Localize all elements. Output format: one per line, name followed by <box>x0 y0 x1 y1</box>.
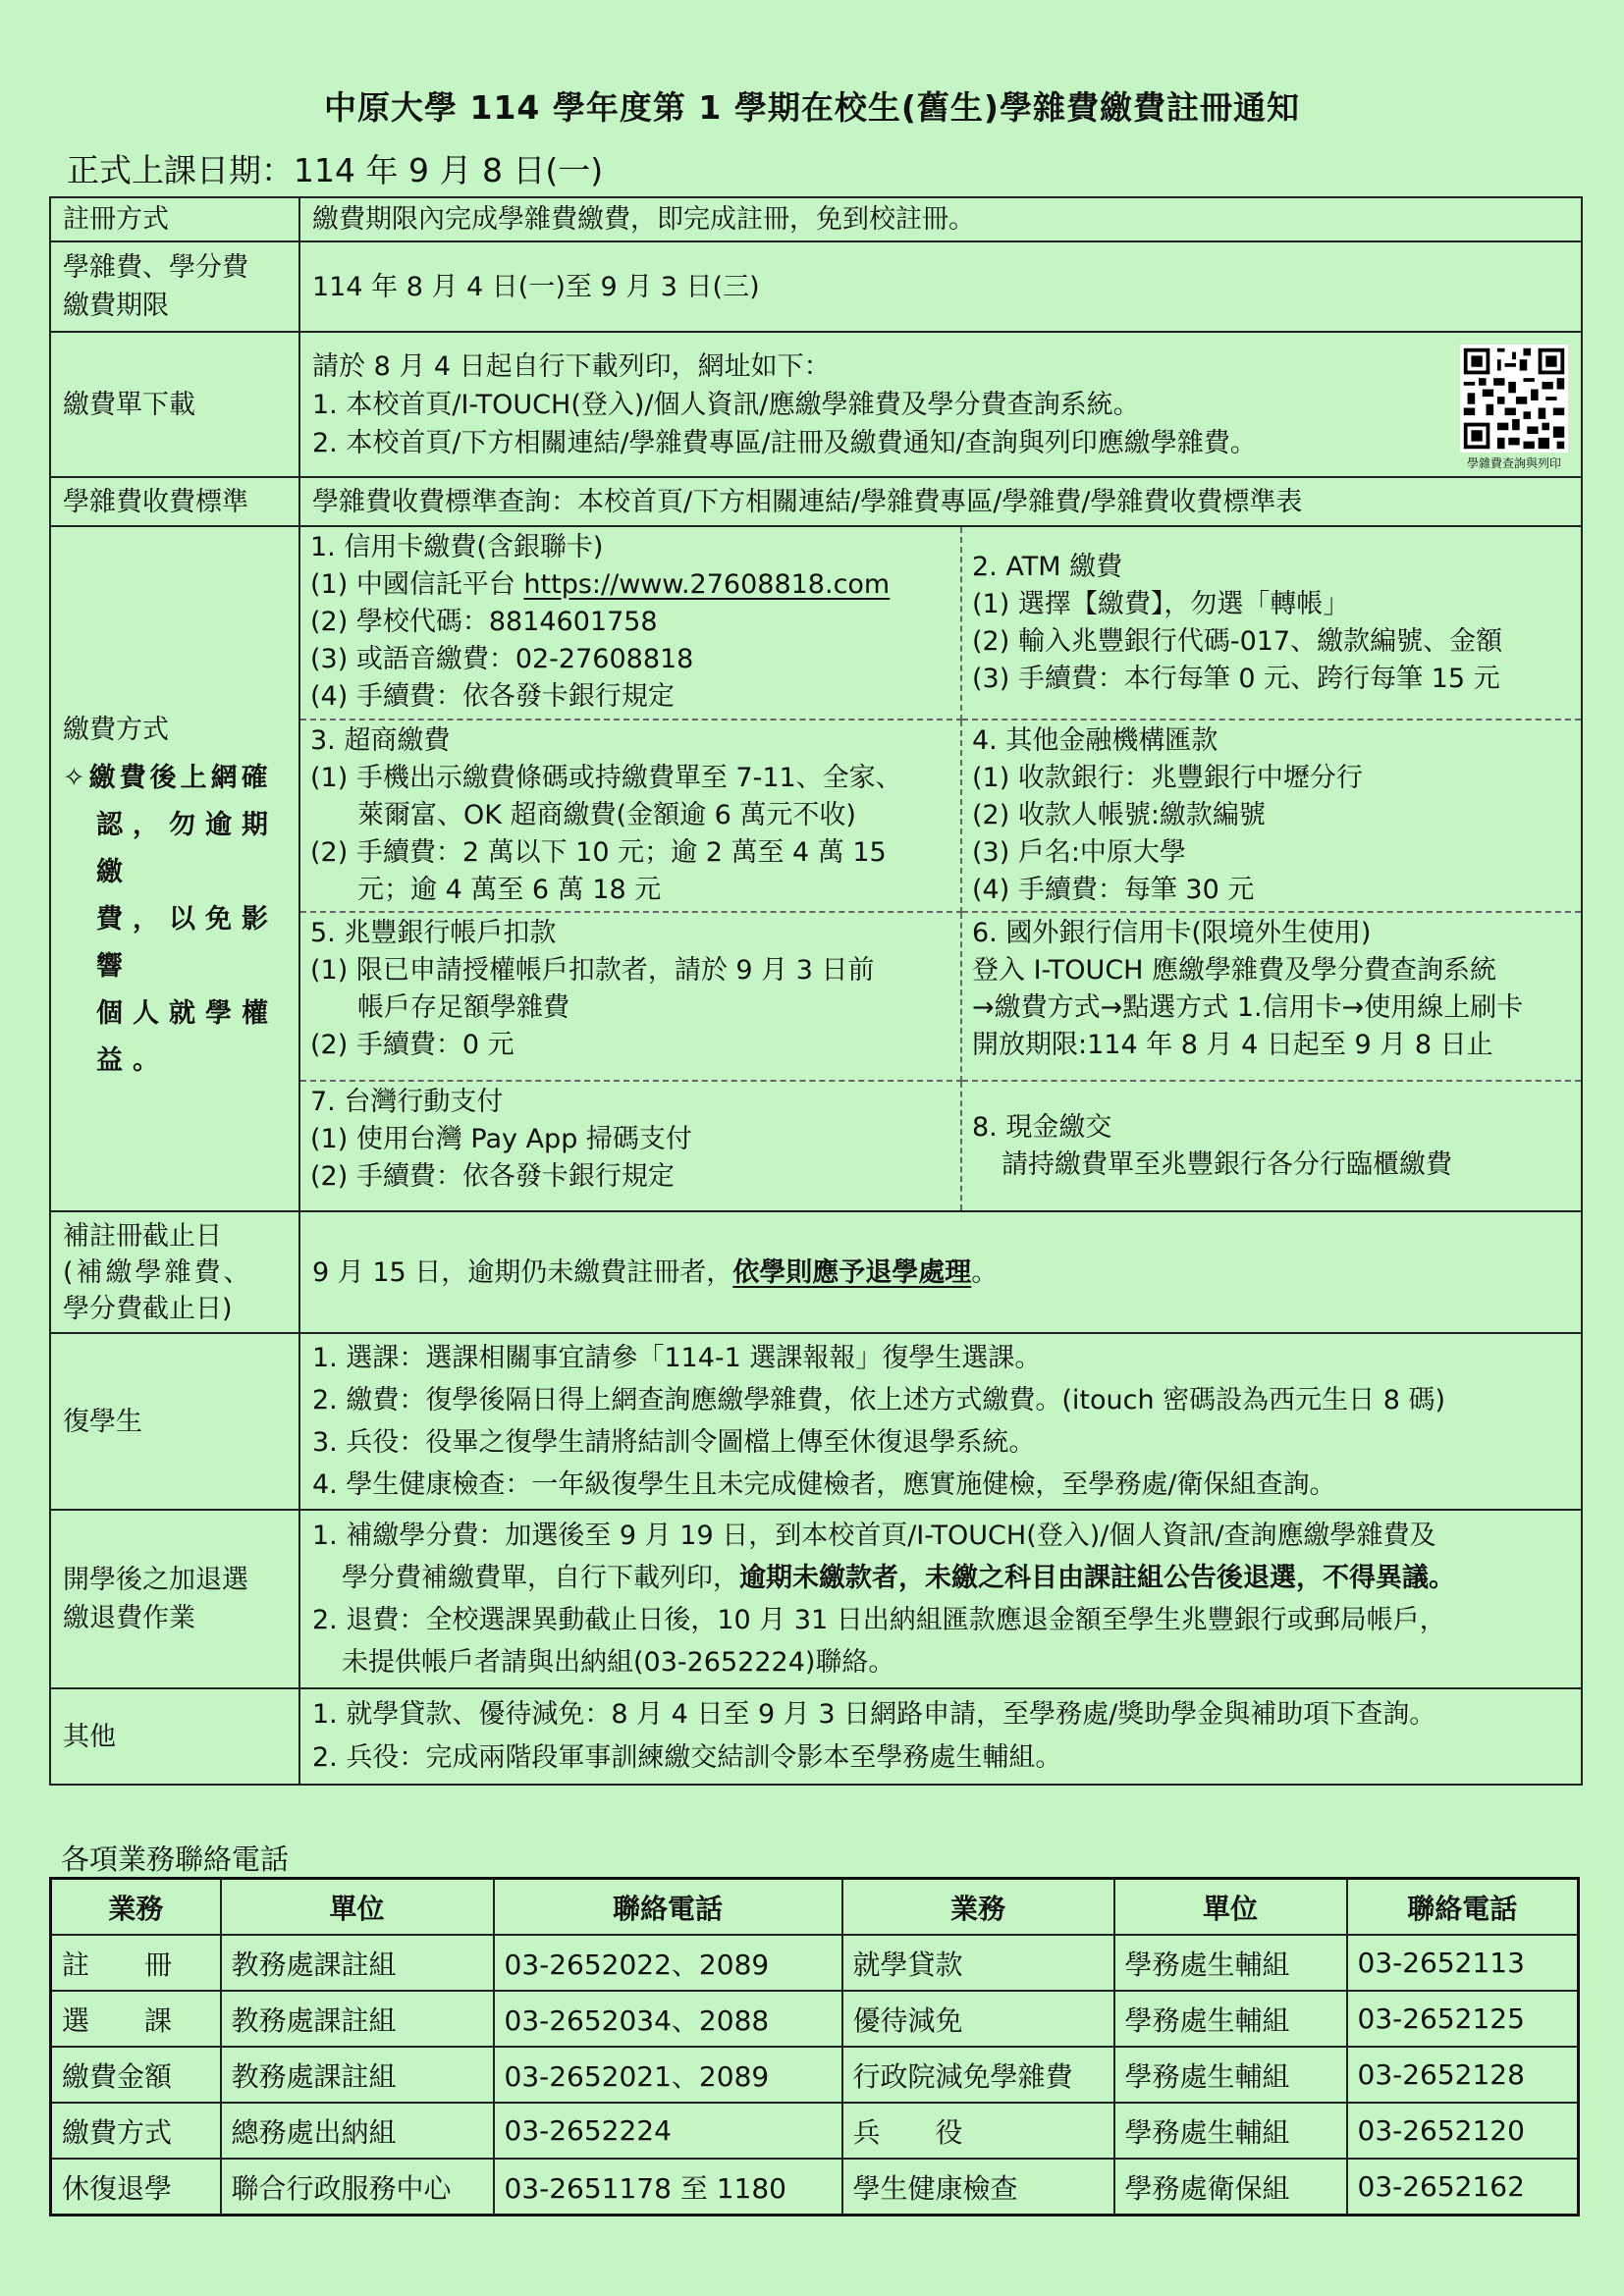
deadline-label <box>50 241 299 332</box>
late-text <box>299 1211 1582 1333</box>
method-4-line-3: (3) 戶名:中原大學 <box>972 837 1186 868</box>
adddrop-label <box>50 1510 299 1688</box>
contact-business-cell: 繳費方式 <box>51 2103 221 2159</box>
download-content <box>299 332 1582 477</box>
method-1-line-3: (3) 或語音繳費：02-27608818 <box>310 644 694 674</box>
standard-text: 學雜費收費標準查詢：本校首頁/下方相關連結/學雜費專區/學雜費/學雜費收費標準表 <box>299 477 1582 526</box>
adddrop-line-2 <box>312 1557 1569 1599</box>
method-3-line-2: (2) 手續費：2 萬以下 10 元；逾 2 萬至 4 萬 15 <box>310 837 887 868</box>
method-1-line-2: (2) 學校代碼：8814601758 <box>310 607 658 637</box>
contact-business-cell: 就學貸款 <box>842 1935 1114 1991</box>
resume-content <box>299 1333 1582 1510</box>
deadline-text: 114 年 8 月 4 日(一)至 9 月 3 日(三) <box>299 241 1582 332</box>
contact-phone-cell: 03-2652224 <box>494 2103 842 2159</box>
contact-business-cell: 選 課 <box>51 1991 221 2047</box>
method-5-line-1: (1) 限已申請授權帳戶扣款者，請於 9 月 3 日前 <box>310 955 875 986</box>
method-3-line-1b: 萊爾富、OK 超商繳費(金額逾 6 萬元不收) <box>357 800 856 830</box>
payment-notice <box>63 755 287 1085</box>
method-convenience-store <box>300 720 961 912</box>
method-2-line-1: (1) 選擇【繳費】，勿選「轉帳」 <box>972 588 1350 619</box>
adddrop-line-1: 1. 補繳學分費：加選後至 9 月 19 日，到本校首頁/I-TOUCH(登入)/個人資訊/查詢應繳學雜費及 <box>312 1521 1436 1551</box>
payment-label: 繳費方式 <box>63 714 169 745</box>
method-taiwan-pay <box>300 1081 961 1210</box>
row-payment <box>50 526 1582 1211</box>
register-label: 註冊方式 <box>50 197 299 241</box>
contact-phone-cell: 03-2652021、2089 <box>494 2047 842 2103</box>
payment-label-cell <box>50 526 299 1211</box>
method-1-line-4: (4) 手續費：依各發卡銀行規定 <box>310 681 675 712</box>
registration-info-table <box>49 196 1583 1786</box>
row-other <box>50 1688 1582 1785</box>
row-add-drop <box>50 1510 1582 1688</box>
header-phone-1: 聯絡電話 <box>494 1879 842 1936</box>
method-atm <box>961 527 1581 720</box>
method-7-title: 7. 台灣行動支付 <box>310 1087 504 1117</box>
row-late-registration <box>50 1211 1582 1333</box>
register-text: 繳費期限內完成學雜費繳費，即完成註冊，免到校註冊。 <box>299 197 1582 241</box>
resume-label: 復學生 <box>50 1333 299 1510</box>
late-label-line-2: (補繳學雜費、 <box>63 1256 253 1288</box>
method-4-title: 4. 其他金融機構匯款 <box>972 725 1218 756</box>
late-label-line-3: 學分費截止日) <box>63 1293 233 1324</box>
notice-line-4: 個人就學權 <box>96 997 278 1029</box>
method-4-line-1: (1) 收款銀行：兆豐銀行中壢分行 <box>972 763 1363 793</box>
method-8-title: 8. 現金繳交 <box>972 1111 1112 1143</box>
contact-row <box>51 1991 1579 2047</box>
method-3-line-2b: 元；逾 4 萬至 6 萬 18 元 <box>357 875 662 905</box>
contact-phone-cell: 03-2652113 <box>1347 1935 1579 1991</box>
contact-unit-cell: 聯合行政服務中心 <box>221 2159 494 2216</box>
contacts-body <box>51 1935 1579 2216</box>
notice-line-3: 費，以免影響 <box>96 903 278 982</box>
contact-row <box>51 2103 1579 2159</box>
method-6-line-1: 登入 I-TOUCH 應繳學雜費及學分費查詢系統 <box>972 955 1497 986</box>
contact-phone-cell: 03-2651178 至 1180 <box>494 2159 842 2216</box>
contact-phone-cell: 03-2652128 <box>1347 2047 1579 2103</box>
late-label-line-1: 補註冊截止日 <box>63 1220 222 1252</box>
contact-phone-cell: 03-2652034、2088 <box>494 1991 842 2047</box>
contact-business-cell: 繳費金額 <box>51 2047 221 2103</box>
method-other-bank <box>961 720 1581 912</box>
adddrop-label-line-2: 繳退費作業 <box>63 1603 195 1633</box>
method-7-line-2: (2) 手續費：依各發卡銀行規定 <box>310 1161 675 1192</box>
contact-business-cell: 行政院減免學雜費 <box>842 2047 1114 2103</box>
header-business-1: 業務 <box>51 1879 221 1936</box>
method-3-line-1: (1) 手機出示繳費條碼或持繳費單至 7-11、全家、 <box>310 763 902 793</box>
page-title: 中原大學 114 學年度第 1 學期在校生(舊生)學雜費繳費註冊通知 <box>324 88 1300 127</box>
notice-line-5: 益。 <box>96 1044 169 1076</box>
contact-unit-cell: 學務處生輔組 <box>1114 1935 1347 1991</box>
notice-line-2: 認，勿逾期繳 <box>96 809 278 887</box>
row-download <box>50 332 1582 477</box>
contact-unit-cell: 學務處生輔組 <box>1114 1991 1347 2047</box>
method-5-line-1b: 帳戶存足額學雜費 <box>357 992 569 1023</box>
row-register <box>50 197 1582 241</box>
adddrop-line-2-warning: 逾期未繳款者，未繳之科目由課註組公告後退選，不得異議。 <box>739 1563 1455 1593</box>
contact-phone-cell: 03-2652120 <box>1347 2103 1579 2159</box>
deadline-label-line2: 繳費期限 <box>63 291 169 321</box>
adddrop-line-2-pre: 學分費補繳費單，自行下載列印， <box>342 1563 739 1593</box>
notice-line-1: ✧繳費後上網確 <box>63 762 272 793</box>
contact-phone-cell: 03-2652022、2089 <box>494 1935 842 1991</box>
method-4-line-2: (2) 收款人帳號:繳款編號 <box>972 800 1266 830</box>
header-business-2: 業務 <box>842 1879 1114 1936</box>
class-start-date: 正式上課日期：114 年 9 月 8 日(一) <box>67 151 604 189</box>
contact-business-cell: 兵 役 <box>842 2103 1114 2159</box>
adddrop-line-4: 未提供帳戶者請與出納組(03-2652224)聯絡。 <box>342 1647 895 1678</box>
method-8-line-1: 請持繳費單至兆豐銀行各分行臨櫃繳費 <box>1001 1148 1452 1180</box>
payment-methods-grid <box>300 527 1581 1210</box>
contact-unit-cell: 教務處課註組 <box>221 2047 494 2103</box>
method-5-line-2: (2) 手續費：0 元 <box>310 1030 514 1060</box>
qr-caption: 學雜費查詢與列印 <box>1466 456 1561 470</box>
adddrop-line-3: 2. 退費：全校選課異動截止日後，10 月 31 日出納組匯款應退金額至學生兆豐銀行或郵局帳戶， <box>312 1605 1446 1635</box>
method-6-title: 6. 國外銀行信用卡(限境外生使用) <box>972 918 1372 948</box>
contact-unit-cell: 教務處課註組 <box>221 1935 494 1991</box>
header-phone-2: 聯絡電話 <box>1347 1879 1579 1936</box>
other-content <box>299 1688 1582 1785</box>
adddrop-content <box>299 1510 1582 1688</box>
contact-row <box>51 2047 1579 2103</box>
contact-business-cell: 學生健康檢查 <box>842 2159 1114 2216</box>
contacts-header-row <box>51 1879 1579 1936</box>
download-line-2: 1. 本校首頁/I-TOUCH(登入)/個人資訊/應繳學雜費及學分費查詢系統。 <box>312 389 1140 420</box>
method-credit-card <box>300 527 961 720</box>
method-7-line-1: (1) 使用台灣 Pay App 掃碼支付 <box>310 1124 692 1154</box>
row-resume-students <box>50 1333 1582 1510</box>
adddrop-label-line-1: 開學後之加退選 <box>63 1565 248 1595</box>
method-6-line-2: →繳費方式→點選方式 1.信用卡→使用線上刷卡 <box>972 992 1524 1023</box>
resume-line-2: 2. 繳費：復學後隔日得上網查詢應繳學雜費，依上述方式繳費。(itouch 密碼設為西元生日 8 碼) <box>312 1385 1446 1415</box>
payment-methods <box>299 526 1582 1211</box>
late-label <box>50 1211 299 1333</box>
header-unit-1: 單位 <box>221 1879 494 1936</box>
deadline-label-line1: 學雜費、學分費 <box>63 252 248 283</box>
contact-unit-cell: 學務處生輔組 <box>1114 2103 1347 2159</box>
standard-label: 學雜費收費標準 <box>50 477 299 526</box>
method-1-platform: (1) 中國信託平台 <box>310 569 524 600</box>
late-text-warning: 依學則應予退學處理 <box>732 1256 972 1288</box>
method-3-title: 3. 超商繳費 <box>310 725 451 756</box>
method-4-line-4: (4) 手續費：每筆 30 元 <box>972 875 1255 905</box>
contact-row <box>51 2159 1579 2216</box>
contact-business-cell: 註 冊 <box>51 1935 221 1991</box>
method-1-title: 1. 信用卡繳費(含銀聯卡) <box>310 532 604 562</box>
method-cash <box>961 1081 1581 1210</box>
header-unit-2: 單位 <box>1114 1879 1347 1936</box>
other-line-1: 1. 就學貸款、優待減免：8 月 4 日至 9 月 3 日網路申請，至學務處/獎助學金與補助項下查詢。 <box>312 1699 1436 1730</box>
method-1-line-1 <box>310 566 950 604</box>
late-text-post: 。 <box>971 1256 999 1288</box>
resume-line-1: 1. 選課：選課相關事宜請參「114-1 選課報報」復學生選課。 <box>312 1343 1042 1373</box>
method-2-line-2: (2) 輸入兆豐銀行代碼-017、繳款編號、金額 <box>972 625 1503 657</box>
download-line-3: 2. 本校首頁/下方相關連結/學雜費專區/註冊及繳費通知/查詢與列印應繳學雜費。 <box>312 427 1257 458</box>
contact-business-cell: 休復退學 <box>51 2159 221 2216</box>
download-line-1: 請於 8 月 4 日起自行下載列印，網址如下： <box>312 350 831 382</box>
contact-row <box>51 1935 1579 1991</box>
late-text-pre: 9 月 15 日，逾期仍未繳費註冊者， <box>312 1256 733 1288</box>
other-label: 其他 <box>50 1688 299 1785</box>
contact-unit-cell: 學務處衛保組 <box>1114 2159 1347 2216</box>
method-foreign-card <box>961 912 1581 1081</box>
qr-code[interactable] <box>1455 345 1573 470</box>
contact-unit-cell: 總務處出納組 <box>221 2103 494 2159</box>
resume-line-4: 4. 學生健康檢查：一年級復學生且未完成健檢者，應實施健檢，至學務處/衛保組查詢。 <box>312 1469 1336 1500</box>
row-deadline <box>50 241 1582 332</box>
ctbc-payment-link[interactable]: https://www.27608818.com <box>523 569 891 600</box>
contacts-table <box>49 1877 1580 2216</box>
contact-unit-cell: 教務處課註組 <box>221 1991 494 2047</box>
row-standard <box>50 477 1582 526</box>
method-5-title: 5. 兆豐銀行帳戶扣款 <box>310 918 557 948</box>
method-6-line-3: 開放期限:114 年 8 月 4 日起至 9 月 8 日止 <box>972 1030 1493 1060</box>
other-line-2: 2. 兵役：完成兩階段軍事訓練繳交結訓令影本至學務處生輔組。 <box>312 1742 1062 1773</box>
resume-line-3: 3. 兵役：役畢之復學生請將結訓令圖檔上傳至休復退學系統。 <box>312 1427 1036 1458</box>
contact-business-cell: 優待減免 <box>842 1991 1114 2047</box>
contacts-title: 各項業務聯絡電話 <box>61 1842 290 1876</box>
download-label: 繳費單下載 <box>50 332 299 477</box>
contact-unit-cell: 學務處生輔組 <box>1114 2047 1347 2103</box>
method-2-line-3: (3) 手續費：本行每筆 0 元、跨行每筆 15 元 <box>972 663 1500 694</box>
contact-phone-cell: 03-2652162 <box>1347 2159 1579 2216</box>
qr-code-icon <box>1460 345 1568 453</box>
method-2-title: 2. ATM 繳費 <box>972 551 1123 582</box>
method-bank-debit <box>300 912 961 1081</box>
contact-phone-cell: 03-2652125 <box>1347 1991 1579 2047</box>
